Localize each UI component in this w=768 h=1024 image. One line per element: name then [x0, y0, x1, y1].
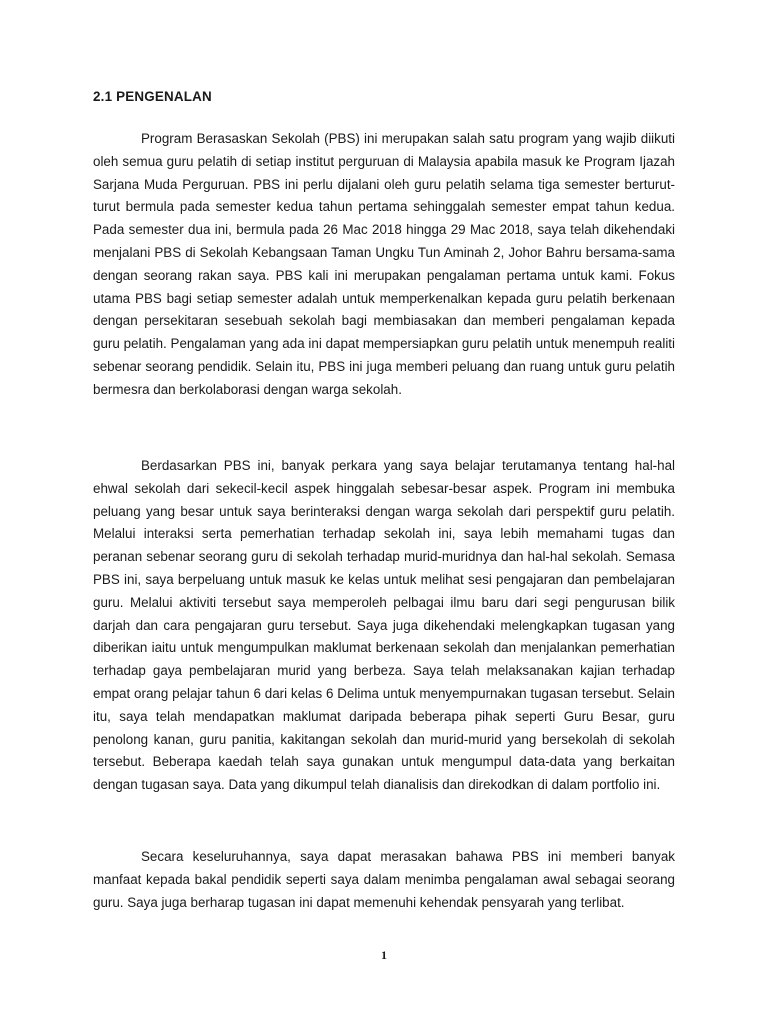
paragraph-experience: Berdasarkan PBS ini, banyak perkara yang saya belajar terutamanya tentang hal-hal ehwal sekolah dari sekecil-kecil aspek hinggalah sebesar-besar aspek. Program ini membuka peluang yang besar untuk saya berinteraksi dengan warga sekolah dari perspektif guru pelatih. Melalui interaksi serta pemerhatian terhadap sekolah ini, saya lebih memahami tugas dan peranan sebenar seorang guru di sekolah terhadap murid-muridnya dan hal-hal sekolah. Semasa PBS ini, saya berpeluang untuk masuk ke kelas untuk melihat sesi pengajaran dan pembelajaran guru. Melalui aktiviti tersebut saya memperoleh pelbagai ilmu baru dari segi pengurusan bilik darjah dan cara pengajaran guru tersebut. Saya juga dikehendaki melengkapkan tugasan yang diberikan iaitu untuk mengumpulkan maklumat berkenaan sekolah dan menjalankan pemerhatian terhadap gaya pembelajaran murid yang berbeza. Saya telah melaksanakan kajian terhadap empat orang pelajar tahun 6 dari kelas 6 Delima untuk menyempurnakan tugasan tersebut. Selain itu, saya telah mendapatkan maklumat daripada beberapa pihak seperti Guru Besar, guru penolong kanan, guru panitia, kakitangan sekolah dan murid-murid yang bersekolah di sekolah tersebut. Beberapa kaedah telah saya gunakan untuk mengumpul data-data yang berkaitan dengan tugasan saya. Data yang dikumpul telah dianalisis dan direkodkan di dalam portfolio ini. — [93, 458, 675, 793]
paragraph-introduction: Program Berasaskan Sekolah (PBS) ini merupakan salah satu program yang wajib diikuti oleh semua guru pelatih di setiap institut perguruan di Malaysia apabila masuk ke Program Ijazah Sarjana Muda Perguruan. PBS ini perlu dijalani oleh guru pelatih selama tiga semester berturut-turut bermula pada semester kedua tahun pertama sehinggalah semester empat tahun kedua. Pada semester dua ini, bermula pada 26 Mac 2018 hingga 29 Mac 2018, saya telah dikehendaki menjalani PBS di Sekolah Kebangsaan Taman Ungku Tun Aminah 2, Johor Bahru bersama-sama dengan seorang rakan saya. PBS kali ini merupakan pengalaman pertama untuk kami. Fokus utama PBS bagi setiap semester adalah untuk memperkenalkan kepada guru pelatih berkenaan dengan persekitaran sesebuah sekolah bagi membiasakan dan memberi pengalaman kepada guru pelatih. Pengalaman yang ada ini dapat mempersiapkan guru pelatih untuk menempuh realiti sebenar seorang pendidik. Selain itu, PBS ini juga memberi peluang dan ruang untuk guru pelatih bermesra dan berkolaborasi dengan warga sekolah. — [93, 131, 675, 397]
section-heading: 2.1 PENGENALAN — [93, 89, 212, 104]
paragraph-conclusion: Secara keseluruhannya, saya dapat merasakan bahawa PBS ini memberi banyak manfaat kepada bakal pendidik seperti saya dalam menimba pengalaman awal sebagai seorang guru. Saya juga berharap tugasan ini dapat memenuhi kehendak pensyarah yang terlibat. — [93, 849, 675, 910]
page-number: 1 — [381, 948, 387, 962]
